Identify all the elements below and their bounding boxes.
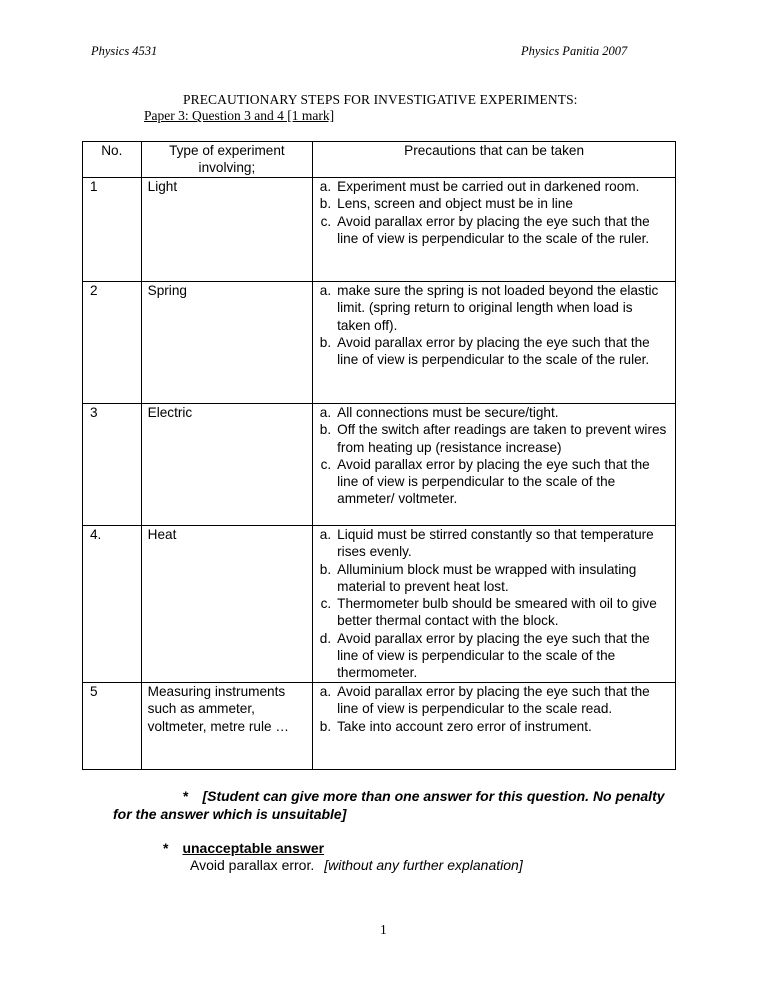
table-header-row — [83, 142, 676, 178]
asterisk: * — [183, 788, 189, 804]
list-item: a. Avoid parallax error by placing the eye such that the line of view is perpendicular to the scale read. — [319, 684, 650, 717]
table-row — [83, 282, 676, 404]
unacceptable-answer-text: Avoid parallax error. — [190, 857, 315, 873]
row-type: Electric — [141, 404, 313, 526]
student-note — [113, 787, 673, 823]
row-type: Measuring instruments such as ammeter, voltmeter, metre rule … — [141, 683, 313, 770]
list-item: a. Experiment must be carried out in darkened room. — [319, 179, 640, 194]
row-no: 2 — [83, 282, 142, 404]
page-subtitle: Paper 3: Question 3 and 4 [1 mark] — [144, 108, 335, 123]
list-item: c. Avoid parallax error by placing the eye such that the line of view is perpendicular to the scale of the ammeter/ voltmeter. — [320, 456, 650, 507]
row-type: Light — [141, 178, 313, 282]
header-precautions: Precautions that can be taken — [313, 142, 676, 178]
row-no: 1 — [83, 178, 142, 282]
header-type: Type of experiment involving; — [141, 142, 313, 178]
table-row — [83, 526, 676, 683]
row-precautions — [313, 404, 676, 526]
list-item: c. Thermometer bulb should be smeared with oil to give better thermal contact with the block. — [320, 596, 657, 629]
header-no: No. — [83, 142, 142, 178]
row-type: Heat — [141, 526, 313, 683]
list-item: b. Alluminium block must be wrapped with insulating material to prevent heat lost. — [319, 561, 637, 594]
table-row — [83, 178, 676, 282]
row-precautions — [313, 526, 676, 683]
row-precautions — [313, 683, 676, 770]
list-item: c. Avoid parallax error by placing the eye such that the line of view is perpendicular to the scale of the ruler. — [320, 213, 650, 246]
row-type: Spring — [141, 282, 313, 404]
unacceptable-reason: [without any further explanation] — [324, 857, 523, 873]
list-item: b. Take into account zero error of instrument. — [319, 718, 592, 734]
unacceptable-heading — [163, 840, 324, 856]
list-item: b. Off the switch after readings are taken to prevent wires from heating up (resistance increase) — [319, 422, 667, 455]
list-item: a. make sure the spring is not loaded beyond the elastic limit. (spring return to original length when load is taken off). — [319, 283, 659, 333]
page-number: 1 — [380, 922, 387, 937]
student-note-text: [Student can give more than one answer for this question. No penalty for the answer which is unsuitable] — [113, 788, 665, 822]
row-precautions — [313, 282, 676, 404]
unacceptable-answer — [190, 857, 523, 873]
list-item: b. Lens, screen and object must be in line — [319, 196, 573, 212]
table-row — [83, 404, 676, 526]
header-right: Physics Panitia 2007 — [521, 44, 628, 58]
list-item: d. Avoid parallax error by placing the eye such that the line of view is perpendicular to the scale of the thermometer. — [319, 630, 650, 681]
page-title: PRECAUTIONARY STEPS FOR INVESTIGATIVE EXPERIMENTS: — [183, 92, 578, 107]
unacceptable-label: unacceptable answer — [182, 840, 325, 856]
asterisk: * — [163, 840, 169, 856]
header-left: Physics 4531 — [91, 44, 158, 58]
row-precautions — [313, 178, 676, 282]
precautions-table — [82, 141, 676, 770]
table-row — [83, 683, 676, 770]
list-item: a. All connections must be secure/tight. — [319, 405, 559, 420]
list-item: a. Liquid must be stirred constantly so that temperature rises evenly. — [319, 527, 654, 560]
row-no: 3 — [83, 404, 142, 526]
list-item: b. Avoid parallax error by placing the eye such that the line of view is perpendicular to the scale of the ruler. — [319, 334, 650, 368]
row-no: 4. — [83, 526, 142, 683]
row-no: 5 — [83, 683, 142, 770]
